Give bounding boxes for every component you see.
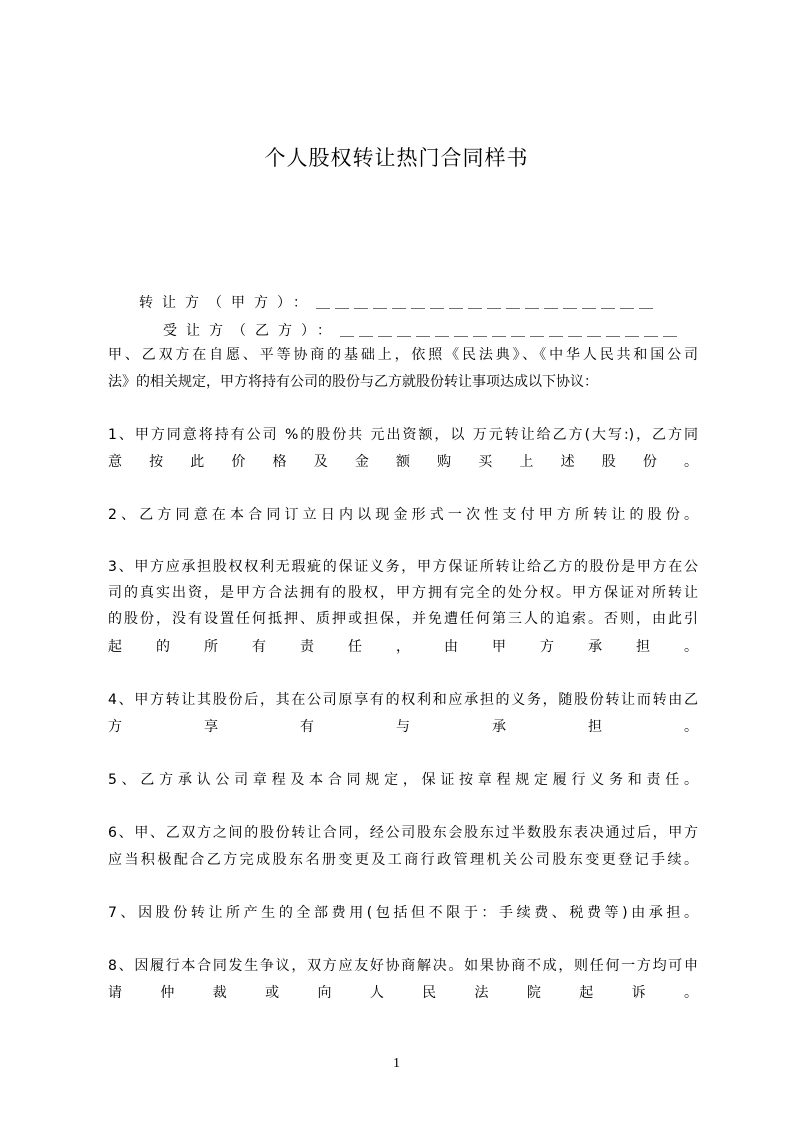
- transferee-label: 受让方（乙方）：: [163, 323, 340, 339]
- transferor-line: [139, 292, 658, 312]
- clause-3-line: 3、甲方应承担股权权利无瑕疵的保证义务，甲方保证所转让给乙方的股份是甲方在公: [108, 559, 698, 575]
- page-number: 1: [393, 1056, 400, 1071]
- clause-7-line: 7、因股份转让所产生的全部费用(包括但不限于：手续费、税费等)由承担。: [108, 905, 698, 921]
- clause-3-line: 的股份，没有设置任何抵押、质押或担保，并免遭任何第三人的追索。否则，由此引: [108, 611, 698, 627]
- clause-4-line: 方 享 有 与 承 担 。: [108, 719, 698, 735]
- preamble-line: 法》的相关规定，甲方将持有公司的股份与乙方就股份转让事项达成以下协议：: [108, 374, 598, 390]
- clause-1-line: 意 按 此 价 格 及 金 额 购 买 上 述 股 份 。: [108, 454, 698, 470]
- clause-6-line: 应当积极配合乙方完成股东名册变更及工商行政管理机关公司股东变更登记手续。: [108, 852, 698, 868]
- clause-5-line: 5、乙方承认公司章程及本合同规定，保证按章程规定履行义务和责任。: [108, 772, 698, 788]
- transferor-label: 转让方（甲方）：: [139, 295, 316, 311]
- clause-2-line: 2、乙方同意在本合同订立日内以现金形式一次性支付甲方所转让的股份。: [108, 507, 698, 523]
- clause-3-line: 起 的 所 有 责 任 ， 由 甲 方 承 担 。: [108, 639, 698, 655]
- clause-3-line: 司的真实出资，是甲方合法拥有的股权，甲方拥有完全的处分权。甲方保证对所转让: [108, 585, 698, 601]
- preamble-line: 甲、乙双方在自愿、平等协商的基础上，依照《民法典》、《中华人民共和国公司: [108, 347, 698, 363]
- transferee-line: [163, 320, 682, 340]
- clause-4-line: 4、甲方转让其股份后，其在公司原享有的权利和应承担的义务，随股份转让而转由乙: [108, 692, 698, 708]
- clause-1-line: 1、甲方同意将持有公司 %的股份共 元出资额，以 万元转让给乙方(大写:)，乙方同: [108, 427, 698, 443]
- clause-8-line: 请 仲 裁 或 向 人 民 法 院 起 诉 。: [108, 985, 698, 1001]
- document-title: 个人股权转让热门合同样书: [264, 146, 529, 170]
- transferor-blank: ＿＿＿＿＿＿＿＿＿＿＿＿＿＿＿＿＿＿: [316, 295, 658, 311]
- clause-8-line: 8、因履行本合同发生争议，双方应友好协商解决。如果协商不成，则任何一方均可申: [108, 958, 698, 974]
- clause-6-line: 6、甲、乙双方之间的股份转让合同，经公司股东会股东过半数股东表决通过后，甲方: [108, 825, 698, 841]
- transferee-blank: ＿＿＿＿＿＿＿＿＿＿＿＿＿＿＿＿＿＿: [340, 323, 682, 339]
